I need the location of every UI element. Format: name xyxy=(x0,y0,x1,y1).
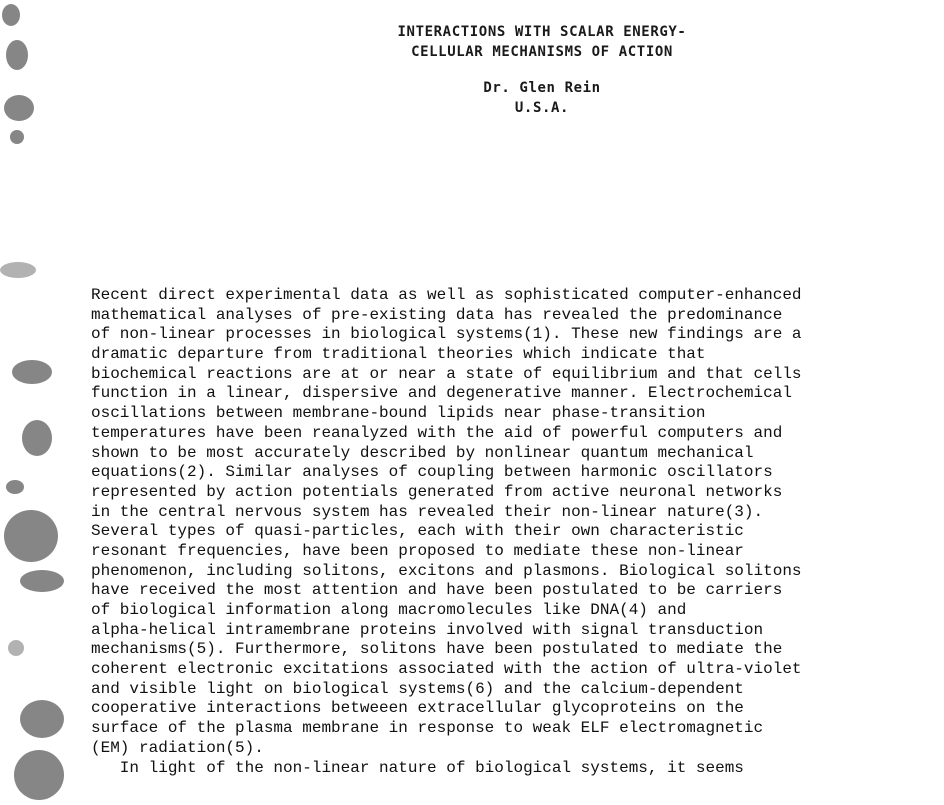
document-title-line-1: INTERACTIONS WITH SCALAR ENERGY- xyxy=(397,24,687,40)
text-line: represented by action potentials generated from active neuronal networks xyxy=(91,482,783,501)
text-line: mechanisms(5). Furthermore, solitons have been postulated to mediate the xyxy=(91,640,783,659)
text-line: in the central nervous system has revealed their non-linear nature(3). xyxy=(91,502,764,521)
text-line: mathematical analyses of pre-existing data has revealed the predominance xyxy=(91,305,783,324)
text-line: surface of the plasma membrane in response to weak ELF electromagnetic xyxy=(91,719,764,738)
document-header xyxy=(352,22,732,118)
text-line: Recent direct experimental data as well as sophisticated computer-enhanced xyxy=(91,286,802,304)
text-line: coherent electronic excitations associated with the action of ultra-violet xyxy=(91,660,802,679)
text-line: Several types of quasi-particles, each with their own characteristic xyxy=(91,522,744,541)
text-line: (EM) radiation(5). xyxy=(91,738,264,757)
text-line: function in a linear, dispersive and degenerative manner. Electrochemical xyxy=(91,384,792,403)
text-line: equations(2). Similar analyses of coupling between harmonic oscillators xyxy=(91,463,773,482)
text-line: and visible light on biological systems(6) and the calcium-dependent xyxy=(91,679,744,698)
author-name: Dr. Glen Rein xyxy=(483,80,601,96)
text-line: of non-linear processes in biological systems(1). These new findings are a xyxy=(91,325,802,344)
document-title-line-2: CELLULAR MECHANISMS OF ACTION xyxy=(411,44,673,60)
text-line: have received the most attention and have been postulated to be carriers xyxy=(91,581,783,600)
text-line: phenomenon, including solitons, excitons and plasmons. Biological solitons xyxy=(91,561,802,580)
text-line-cutoff: In light of the non-linear nature of biological systems, it seems xyxy=(91,758,744,777)
text-line: cooperative interactions betweeen extracellular glycoproteins on the xyxy=(91,699,744,718)
author-country: U.S.A. xyxy=(514,100,570,116)
text-line: biochemical reactions are at or near a state of equilibrium and that cells xyxy=(91,364,802,383)
body-paragraph xyxy=(91,286,903,778)
text-line: temperatures have been reanalyzed with the aid of powerful computers and xyxy=(91,423,783,442)
text-line: shown to be most accurately described by nonlinear quantum mechanical xyxy=(91,443,754,462)
scan-noise-margin xyxy=(0,0,90,805)
text-line: alpha-helical intramembrane proteins involved with signal transduction xyxy=(91,620,764,639)
text-line: of biological information along macromolecules like DNA(4) and xyxy=(91,601,687,619)
text-line: dramatic departure from traditional theories which indicate that xyxy=(91,345,706,364)
text-line: oscillations between membrane-bound lipids near phase-transition xyxy=(91,404,706,423)
text-line: resonant frequencies, have been proposed to mediate these non-linear xyxy=(91,541,744,560)
